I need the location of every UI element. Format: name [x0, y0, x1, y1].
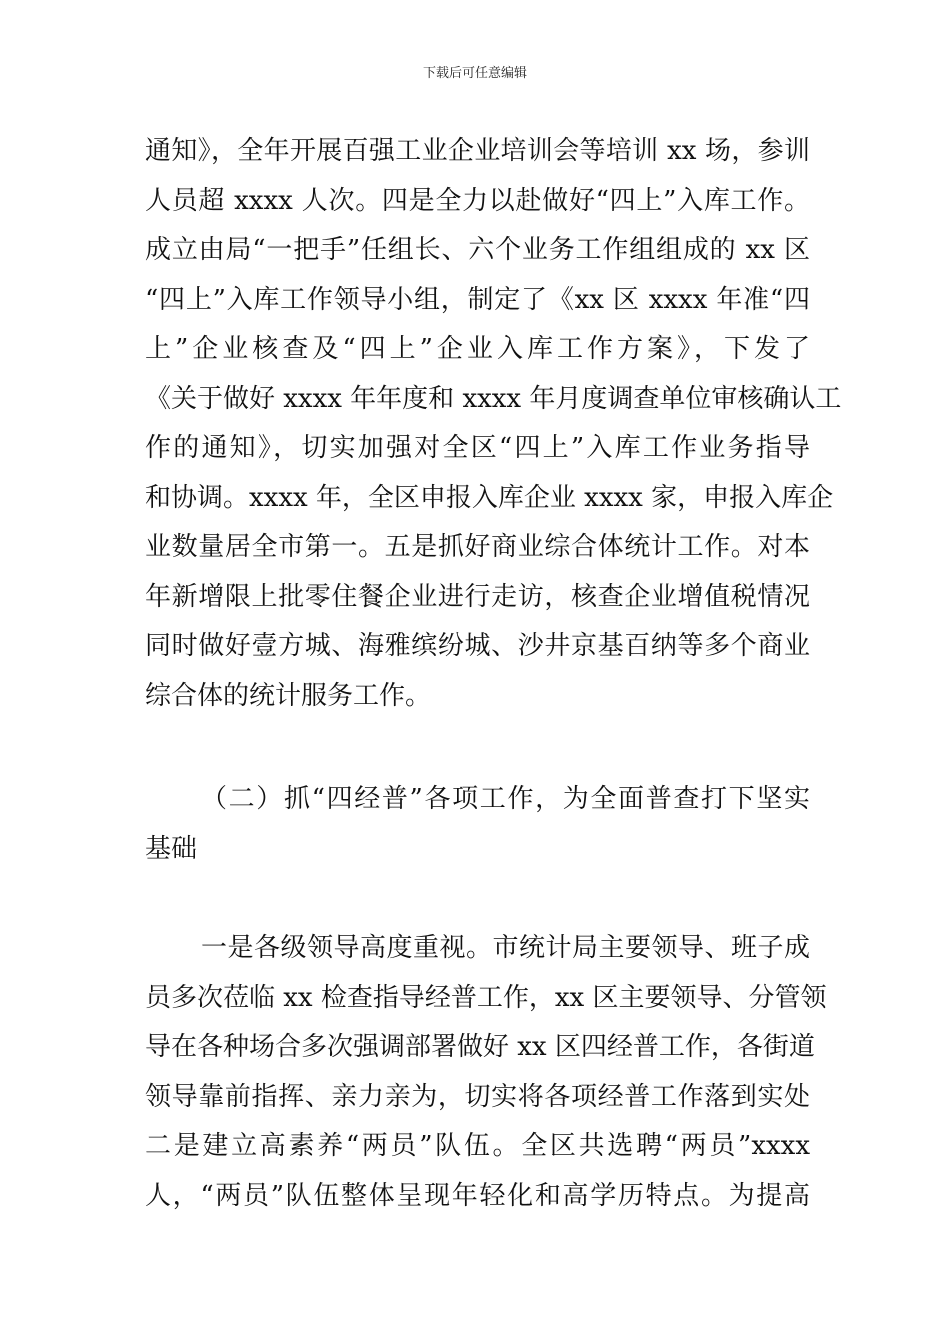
text-line: 年新增限上批零住餐企业进行走访，核查企业增值税情况	[145, 581, 810, 612]
heading-line: （二）抓“四经普”各项工作，为全面普查打下坚实	[201, 784, 810, 814]
text-line: 业数量居全市第一。五是抓好商业综合体统计工作。对本	[145, 532, 810, 562]
text-line: 人员超 xxxx 人次。四是全力以赴做好“四上”入库工作。	[145, 185, 810, 216]
text-line: 二是建立高素养“两员”队伍。全区共选聘“两员”xxxx	[145, 1131, 810, 1161]
text-line: 作的通知》，切实加强对全区“四上”入库工作业务指导	[145, 433, 810, 463]
body-paragraph	[145, 924, 827, 1221]
text-line: 导在各种场合多次强调部署做好 xx 区四经普工作，各街道	[145, 1032, 815, 1062]
section-heading	[145, 775, 810, 874]
heading-line: 基础	[145, 833, 198, 864]
page-header: 下载后可任意编辑	[422, 66, 527, 81]
text-line: 和协调。xxxx 年，全区申报入库企业 xxxx 家，申报入库企	[145, 482, 834, 513]
text-line: 上”企业核查及“四上”企业入库工作方案》，下发了	[145, 334, 810, 364]
text-line: 人，“两员”队伍整体呈现年轻化和高学历特点。为提高	[145, 1180, 810, 1211]
body-paragraph	[145, 127, 842, 721]
text-line: 通知》，全年开展百强工业企业培训会等培训 xx 场，参训	[145, 136, 810, 166]
text-line: 综合体的统计服务工作。	[145, 680, 432, 711]
text-line: 领导靠前指挥、亲力亲为，切实将各项经普工作落到实处	[145, 1081, 810, 1112]
text-line: 同时做好壹方城、海雅缤纷城、沙井京基百纳等多个商业	[145, 631, 810, 661]
text-line: 一是各级领导高度重视。市统计局主要领导、班子成	[201, 933, 810, 963]
text-line: “四上”入库工作领导小组，制定了《xx 区 xxxx 年准“四	[145, 284, 810, 315]
text-line: 《关于做好 xxxx 年年度和 xxxx 年月度调查单位审核确认工	[145, 383, 842, 414]
text-line: 员多次莅临 xx 检查指导经普工作，xx 区主要领导、分管领	[145, 982, 827, 1013]
text-line: 成立由局“一把手”任组长、六个业务工作组组成的 xx 区	[145, 235, 810, 265]
